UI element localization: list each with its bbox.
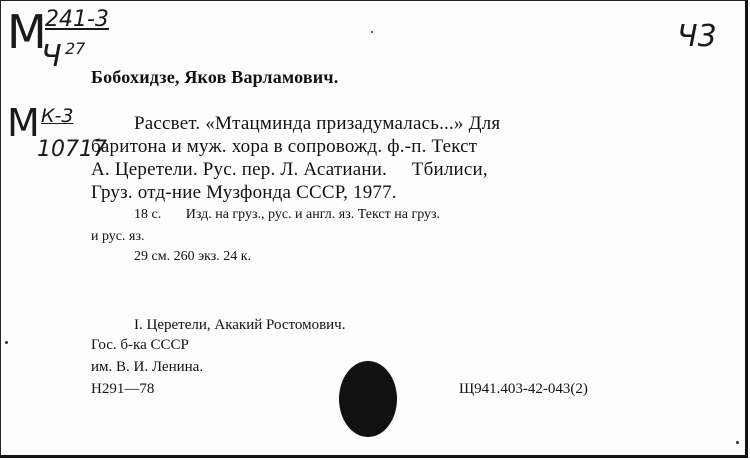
call-number-top-letter: М	[7, 5, 47, 59]
corner-handwritten-mark: Ч3	[677, 19, 717, 54]
scan-speck	[736, 441, 739, 444]
title-line-3: А. Церетели. Рус. пер. Л. Асатиани. Тбилиси,	[91, 159, 488, 180]
call-number-mid-letter: М	[7, 101, 40, 145]
title-line-4: Груз. отд-ние Музфонда СССР, 1977.	[91, 182, 397, 203]
author-heading: Бобохидзе, Яков Варламович.	[91, 67, 339, 87]
call-number-top-number: 241-3	[45, 7, 109, 32]
title-line-1: Рассвет. «Мтацминда призадумалась...» Для	[134, 113, 501, 134]
card-number: Н291—78	[91, 381, 155, 397]
call-number-mid-sub: 10717	[37, 137, 107, 162]
call-number-top-sub: Ч	[41, 39, 62, 74]
description-line-1: 18 с. Изд. на груз., рус. и англ. яз. Текст на груз.	[134, 207, 441, 222]
description-line-3: 29 см. 260 экз. 24 к.	[134, 249, 252, 264]
description-line-2: и рус. яз.	[91, 229, 145, 244]
scan-speck	[5, 341, 8, 344]
added-entry: I. Церетели, Акакий Ростомович.	[134, 317, 346, 333]
punch-hole	[339, 361, 397, 437]
library-line-1: Гос. б-ка СССР	[91, 337, 189, 353]
call-number-mid-number: К-3	[41, 105, 74, 127]
scan-speck	[371, 31, 373, 33]
call-number-top-sup: 27	[65, 39, 86, 58]
classification-code: Щ941.403-42-043(2)	[459, 381, 588, 397]
title-line-2: баритона и муж. хора в сопровожд. ф.-п. Текст	[91, 136, 478, 157]
library-line-2: им. В. И. Ленина.	[91, 359, 204, 375]
